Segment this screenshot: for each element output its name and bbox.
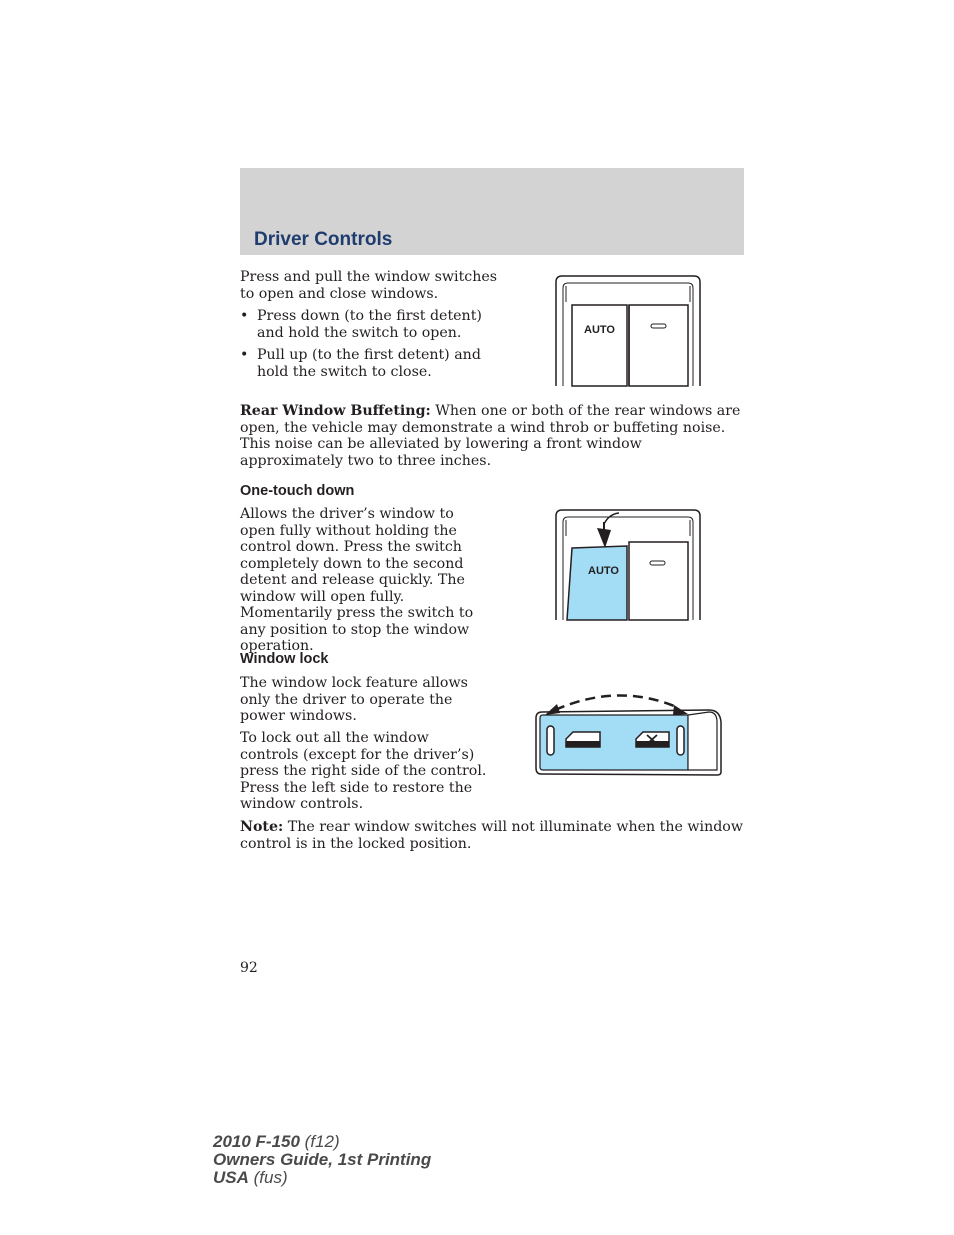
bullet-dot: • xyxy=(240,347,249,363)
footer-market: USA xyxy=(213,1168,249,1187)
note-text: The rear window switches will not illuminate when the window control is in the locked position. xyxy=(240,819,743,852)
footer-model-code: (f12) xyxy=(299,1132,340,1151)
window-switch-figure xyxy=(553,274,703,386)
footer-line-3 xyxy=(213,1169,431,1187)
auto-label: AUTO xyxy=(584,324,615,336)
auto-switch-pressed xyxy=(567,546,627,620)
one-touch-switch-figure xyxy=(553,508,703,620)
note-lead: Note: xyxy=(240,819,284,835)
lock-control-side xyxy=(688,712,717,770)
buffeting-paragraph xyxy=(240,403,745,469)
switch-right-panel xyxy=(629,542,688,620)
one-touch-heading: One-touch down xyxy=(240,483,355,499)
one-touch-text: Allows the driver’s window to open fully without holding the control down. Press the switch completely down to the second detent and release quickly. The window will open fully. Momentarily press the switch to any position to stop the window operation. xyxy=(240,506,474,654)
indicator-light-icon xyxy=(650,561,665,565)
switch-right-panel xyxy=(629,305,688,386)
footer-line-2: Owners Guide, 1st Printing xyxy=(213,1150,432,1169)
toggle-arc-arrow-icon xyxy=(555,695,679,710)
footer-imprint xyxy=(213,1133,431,1187)
section-header-band xyxy=(240,168,744,255)
window-lock-text-1: The window lock feature allows only the driver to operate the power windows. xyxy=(240,675,468,724)
buffeting-text: When one or both of the rear windows are open, the vehicle may demonstrate a wind throb or buffeting noise. This noise can be alleviated by lowering a front window approximately two to three inches. xyxy=(240,403,741,469)
footer-model: 2010 F-150 xyxy=(213,1132,300,1151)
window-lock-heading: Window lock xyxy=(240,651,329,667)
intro-text: Press and pull the window switches to open and close windows. xyxy=(240,269,498,302)
note-paragraph xyxy=(240,819,745,852)
footer-line-1 xyxy=(213,1133,431,1151)
bullet-dot: • xyxy=(240,308,249,324)
window-lock-figure xyxy=(533,688,723,776)
footer-market-code: (fus) xyxy=(248,1168,288,1187)
indicator-light-icon xyxy=(651,324,666,328)
bullet-text: Pull up (to the first detent) and hold the switch to close. xyxy=(257,347,481,380)
page-number: 92 xyxy=(240,960,258,976)
right-indicator-icon xyxy=(677,726,684,755)
intro-bullet-2 xyxy=(240,347,500,381)
auto-switch-button xyxy=(572,305,627,386)
window-lock-text-2: To lock out all the window controls (except for the driver’s) press the right side of the control. Press the left side to restore the window controls. xyxy=(240,730,487,812)
auto-label: AUTO xyxy=(588,565,619,577)
bullet-text: Press down (to the first detent) and hold the switch to open. xyxy=(257,308,482,341)
left-indicator-icon xyxy=(547,726,554,755)
buffeting-lead: Rear Window Buffeting: xyxy=(240,403,431,419)
intro-bullet-1 xyxy=(240,308,500,342)
section-title: Driver Controls xyxy=(254,229,393,250)
